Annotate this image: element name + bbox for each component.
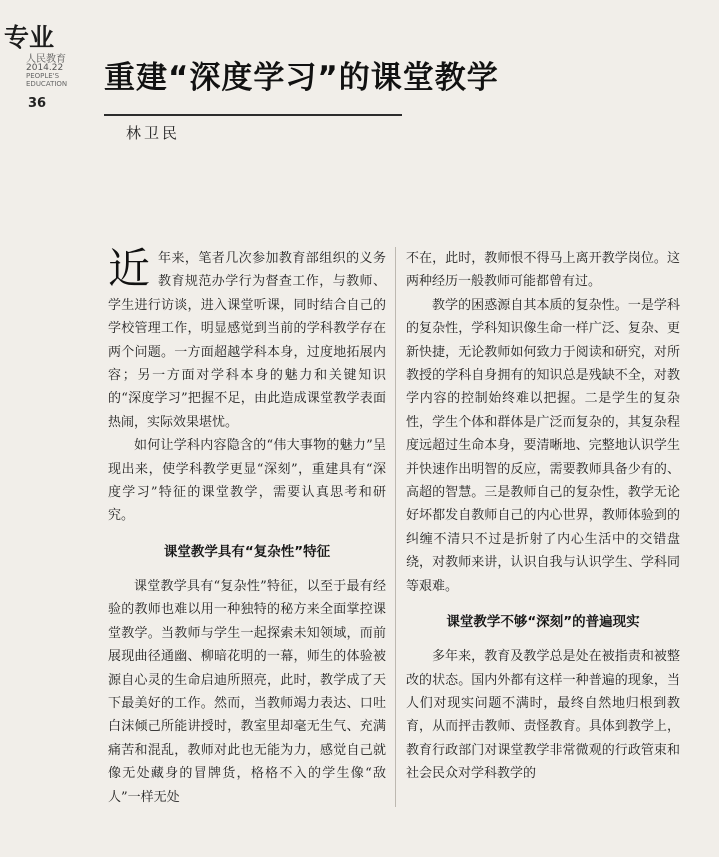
paragraph-1-text: 年来，笔者几次参加教育部组织的义务教育规范办学行为督查工作，与教师、学生进行访谈，进入课堂听课，同时结合自己的学校管理工作，明显感觉到当前的学科教学存在两个问题。一方面超越学科本身，过度地拓展内容；另一方面对学科本身的魅力和关键知识的“深度学习”把握不足，由此造成课堂教学表面热闹，实际效果堪忧。 xyxy=(108,251,386,430)
bleed-through-texture xyxy=(100,0,710,40)
paragraph-5: 多年来，教育及教学总是处在被指责和被整改的状态。国内外都有这样一种普遍的现象，当人们对现实问题不满时，最终自然地归根到教育，从而抨击教师、责怪教育。具体到教学上，教育行政部门对课堂教学非常微观的行政管束和社会民众对学科教学的 xyxy=(406,649,680,782)
right-column xyxy=(406,247,680,827)
column-divider xyxy=(395,247,396,807)
magazine-name: 人民教育 xyxy=(26,54,66,65)
magazine-english-name: PEOPLE'S EDUCATION xyxy=(26,72,68,88)
title-underline xyxy=(104,114,402,116)
paragraph-3-continued: 不在，此时，教师恨不得马上离开教学岗位。这两种经历一般教师可能都曾有过。 xyxy=(406,251,680,290)
paragraph-2: 如何让学科内容隐含的“伟大事物的魅力”呈现出来，使学科教学更显“深刻”，重建具有“深度学习”特征的课堂教学，需要认真思考和研究。 xyxy=(108,438,386,524)
paragraph-3: 课堂教学具有“复杂性”特征，以至于最有经验的教师也难以用一种独特的秘方来全面掌控课堂教学。当教师与学生一起探索未知领域，而前展现曲径通幽、柳暗花明的一幕，师生的体验被源自心灵的生命启迪所照亮，此时，教学成了天下最美好的工作。然而，当教师竭力表达、口吐白沫倾己所能讲授时，教室里却毫无生气、充满痛苦和混乱，教师对此也无能为力，感觉自己就像无处藏身的冒牌货，格格不入的学生像“敌人”一样无处 xyxy=(108,578,386,805)
section-heading-1: 课堂教学具有“复杂性”特征 xyxy=(163,543,331,560)
issue-date: 2014.22 xyxy=(26,63,64,73)
left-column xyxy=(108,247,386,817)
author-name: 林卫民 xyxy=(126,124,181,142)
drop-cap: 近 xyxy=(108,247,151,293)
paragraph-4: 教学的困惑源自其本质的复杂性。一是学科的复杂性，学科知识像生命一样广泛、复杂、更新快捷，无论教师如何致力于阅读和研究，对所教授的学科自身拥有的知识总是残缺不全，对教学内容的控制始终难以把握。二是学生的复杂性，学生个体和群体是广泛而复杂的，其复杂程度远超过生命本身，要清晰地、完整地认识学生并快速作出明智的反应，需要教师具备少有的、高超的智慧。三是教师自己的复杂性，教学无论好坏都发自教师自己的内心世界，教师体验到的纠缠不清只不过是折射了内心生活中的交错盘绕，对教师来讲，认识自我与认识学生、学科同等艰难。 xyxy=(406,297,680,594)
page-number: 36 xyxy=(28,96,47,111)
article-title: 重建“深度学习”的课堂教学 xyxy=(104,60,499,96)
section-tag: 专业 xyxy=(4,23,55,52)
section-heading-2: 课堂教学不够“深刻”的普遍现实 xyxy=(446,614,640,631)
paragraph-1 xyxy=(108,247,386,434)
